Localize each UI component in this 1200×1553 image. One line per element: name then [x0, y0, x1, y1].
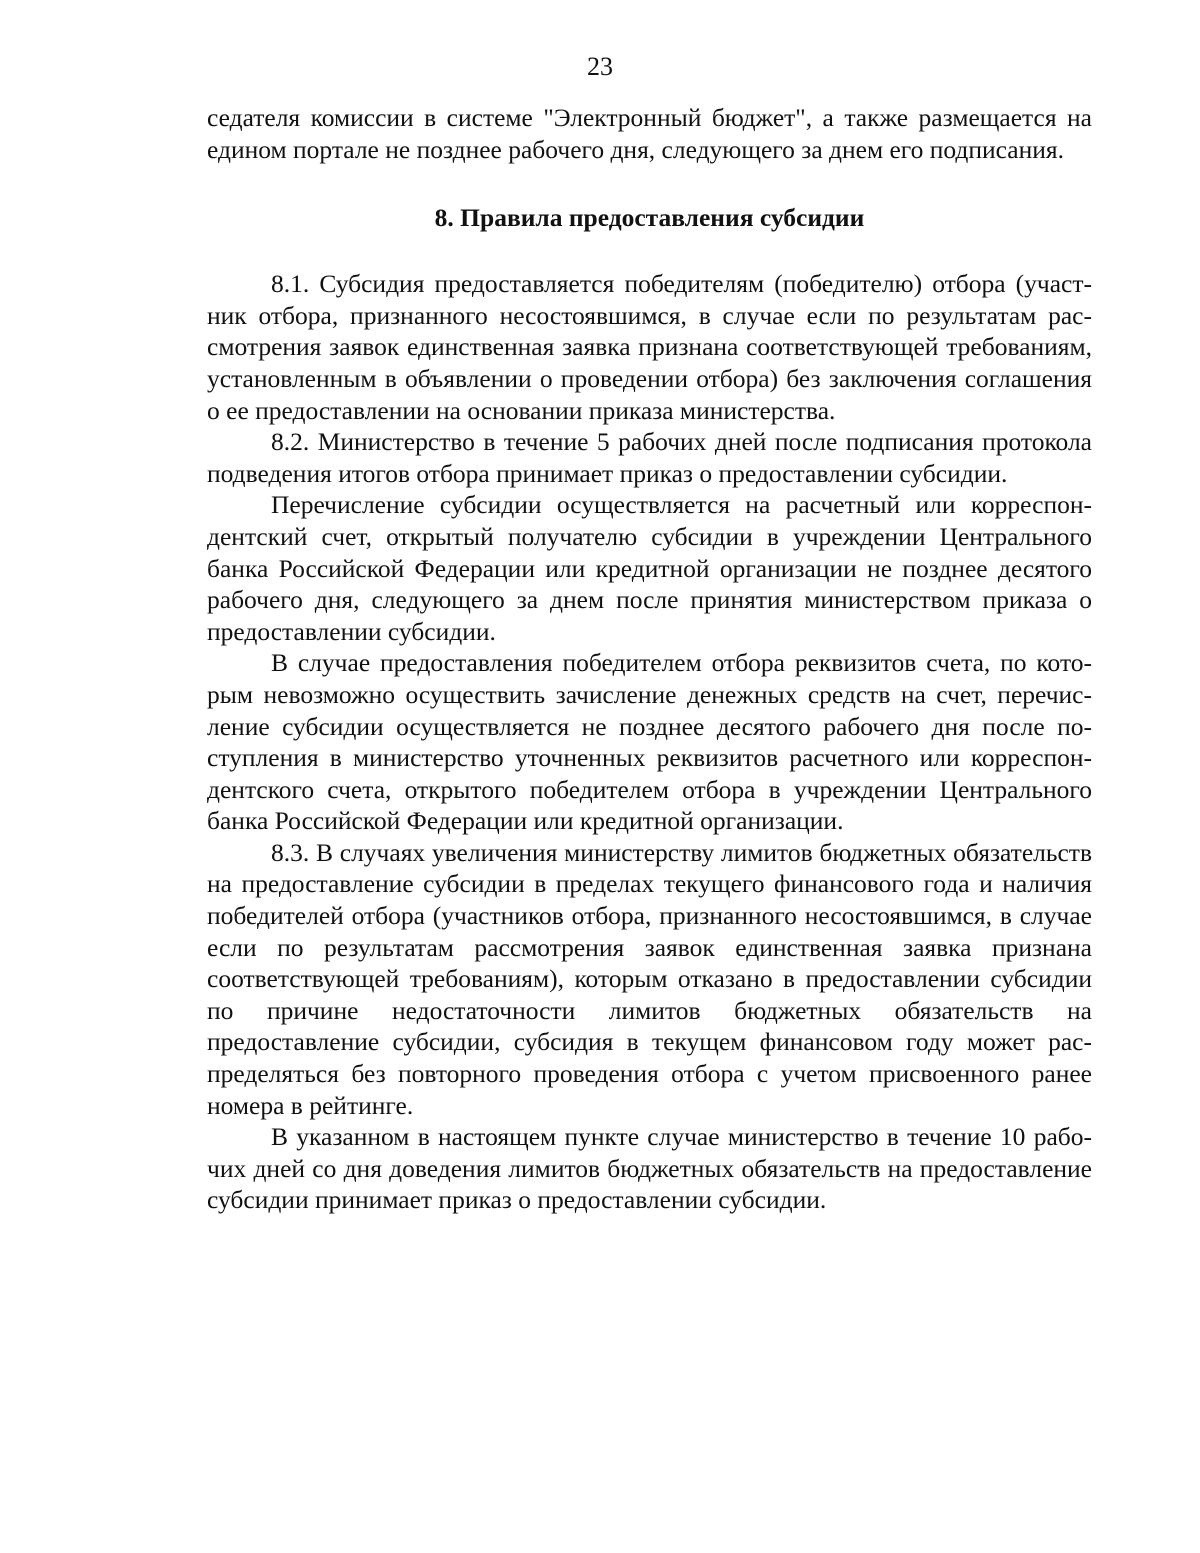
paragraph-8-3: 8.3. В случаях увеличения министерству лимитов бюджетных обязательств на предоставление субсидии в пределах текущего финансового года и наличия победителей отбора (участников отбора, признанного несостоявшимся, в случае если по результатам рассмотрения заявок единственная заявка признана соответствующей требованиям), которым отказано в предоставлении субсидии по причине недостаточности лимитов бюджетных обязательств на предоставление субсидии, субсидия в текущем финансовом году может распределяться без повторного проведения отбора с учетом присвоенного ранее номера в рейтинге. [207, 837, 1092, 1120]
section-heading: 8. Правила предоставления субсидии [434, 203, 865, 233]
document-body [207, 102, 1092, 1216]
paragraph-8-1: 8.1. Субсидия предоставляется победителям (победителю) отбора (участник отбора, признанного несостоявшимся, в случае если по результатам рассмотрения заявок единственная заявка признана соответствующей требованиям, установленным в объявлении о проведении отбора) без заключения соглашения о ее предоставлении на основании приказа министерства. [207, 269, 1092, 425]
page-number: 23 [587, 52, 613, 81]
paragraph-account-details: В случае предоставления победителем отбора реквизитов счета, по которым невозможно осуществить зачисление денежных средств на счет, перечисление субсидии осуществляется не позднее десятого рабочего дня после поступления в министерство уточненных реквизитов расчетного или корреспондентского счета, открытого победителем отбора в учреждении Центрального банка Российской Федерации или кредитной организации. [207, 648, 1092, 836]
paragraph-transfer: Перечисление субсидии осуществляется на расчетный или корреспондентский счет, открытый получателю субсидии в учреждении Центрального банка Российской Федерации или кредитной организации не позднее десятого рабочего дня, следующего за днем после принятия министерством приказа о предоставлении субсидии. [207, 490, 1092, 646]
paragraph-8-2: 8.2. Министерство в течение 5 рабочих дней после подписания протокола подведения итогов отбора принимает приказ о предоставлении субсидии. [207, 427, 1092, 488]
paragraph-continuation: седателя комиссии в системе "Электронный бюджет", а также размещается на едином портале не позднее рабочего дня, следующего за днем его подписания. [207, 103, 1092, 164]
paragraph-limits-case: В указанном в настоящем пункте случае министерство в течение 10 рабочих дней со дня доведения лимитов бюджетных обязательств на предоставление субсидии принимает приказ о предоставлении субсидии. [207, 1122, 1092, 1215]
